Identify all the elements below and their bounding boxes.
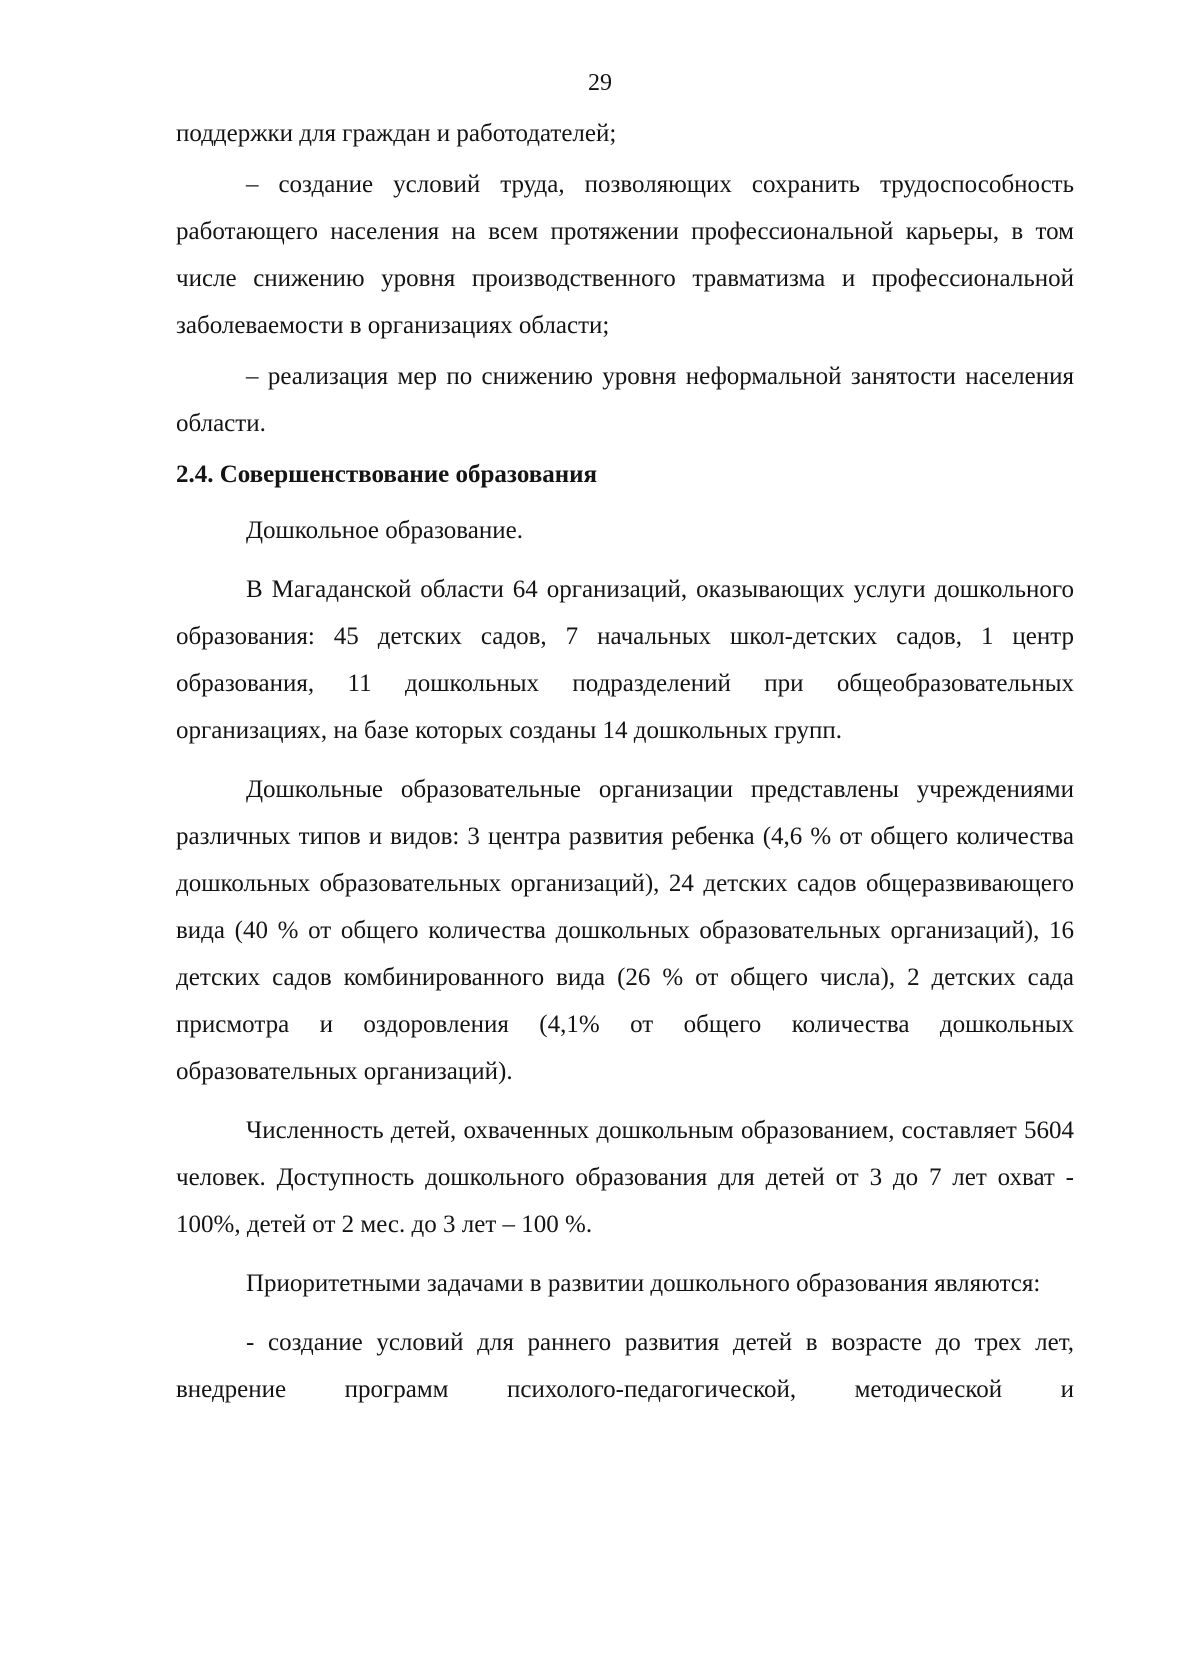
list-item-working-conditions: – создание условий труда, позволяющих сохранить трудоспособность работающего населения на всем протяжении профессиональной карьеры, в том числе снижению уровня производственного травматизма и профессиональной заболеваемости в организациях области;	[176, 171, 1074, 339]
paragraph-organizations-count: В Магаданской области 64 организаций, оказывающих услуги дошкольного образования: 45 детских садов, 7 начальных школ-детских садов, 1 центр образования, 11 дошкольных подразделений при общеобразовательных организациях, на базе которых созданы 14 дошкольных групп.	[176, 576, 1074, 744]
paragraph-organization-types: Дошкольные образовательные организации представлены учреждениями различных типов и видов: 3 центра развития ребенка (4,6 % от общего количества дошкольных образовательных организаций), 24 детских садов общеразвивающего вида (40 % от общего количества дошкольных образовательных организаций), 16 детских садов комбинированного вида (26 % от общего числа), 2 детских сада присмотра и оздоровления (4,1% от общего количества дошкольных образовательных организаций).	[176, 776, 1074, 1085]
paragraph-children-count: Численность детей, охваченных дошкольным образованием, составляет 5604 человек. Доступность дошкольного образования для детей от 3 до 7 лет охват - 100%, детей от 2 мес. до 3 лет – 100 %.	[176, 1117, 1074, 1238]
page-number: 29	[588, 70, 612, 96]
paragraph-priority-tasks: Приоритетными задачами в развитии дошкольного образования являются:	[246, 1270, 1041, 1297]
paragraph-continuation: поддержки для граждан и работодателей;	[176, 120, 617, 147]
list-item-early-development: - создание условий для раннего развития детей в возрасте до трех лет, внедрение программ психолого-педагогической, методической и	[176, 1329, 1074, 1403]
list-item-informal-employment: – реализация мер по снижению уровня неформальной занятости населения области.	[176, 363, 1074, 437]
section-heading: 2.4. Совершенствование образования	[176, 461, 598, 488]
document-body	[176, 110, 1074, 1417]
paragraph-preschool-title: Дошкольное образование.	[246, 517, 523, 544]
